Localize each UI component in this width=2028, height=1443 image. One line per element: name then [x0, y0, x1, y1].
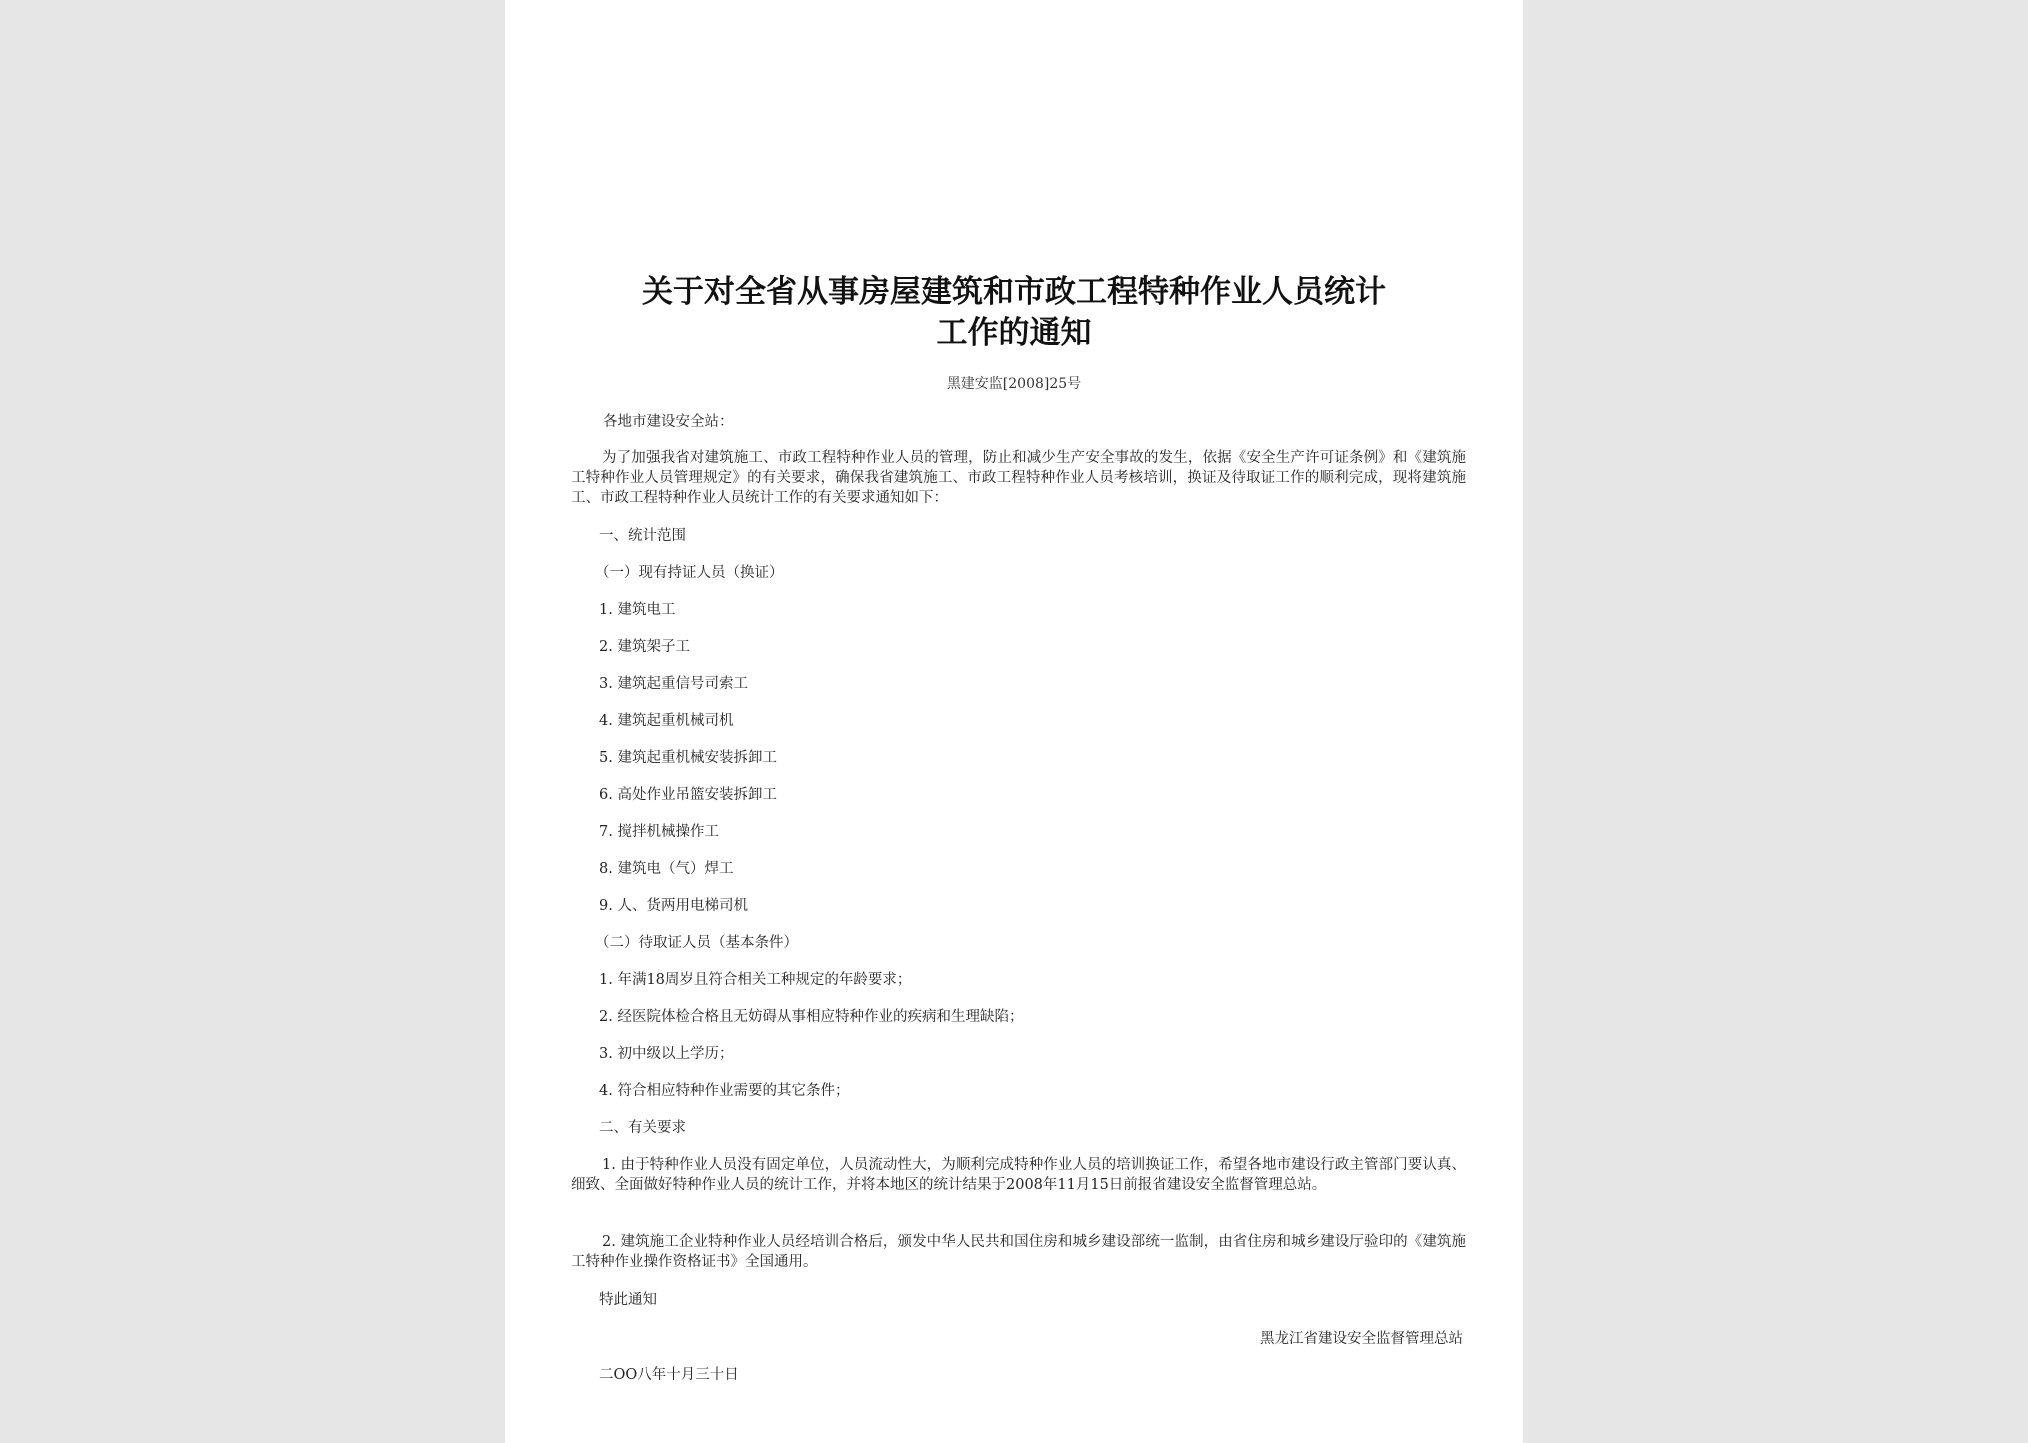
list-item: 8. 建筑电（气）焊工: [599, 861, 734, 877]
issuer-signature: 黑龙江省建设安全监督管理总站: [1260, 1331, 1463, 1347]
list-item: 7. 搅拌机械操作工: [599, 824, 719, 840]
list-item: 6. 高处作业吊篮安装拆卸工: [599, 787, 777, 803]
section-1-heading: 一、统计范围: [599, 528, 686, 544]
salutation: 各地市建设安全站：: [603, 414, 734, 430]
issue-date: 二OO八年十月三十日: [599, 1367, 739, 1383]
list-item: 2. 经医院体检合格且无妨碍从事相应特种作业的疾病和生理缺陷；: [599, 1009, 1024, 1025]
list-item: 9. 人、货两用电梯司机: [599, 898, 748, 914]
document-page: [505, 0, 1523, 1443]
list-item: 3. 建筑起重信号司索工: [599, 676, 748, 692]
subsection-2-heading: （二）待取证人员（基本条件）: [595, 935, 798, 951]
intro-paragraph: 为了加强我省对建筑施工、市政工程特种作业人员的管理，防止和减少生产安全事故的发生，依据《安全生产许可证条例》和《建筑施工特种作业人员管理规定》的有关要求，确保我省建筑施工、市政工程特种作业人员考核培训，换证及待取证工作的顺利完成，现将建筑施工、市政工程特种作业人员统计工作的有关要求通知如下：: [571, 450, 1466, 506]
section-2-heading: 二、有关要求: [599, 1120, 686, 1136]
list-item: 3. 初中级以上学历；: [599, 1046, 734, 1062]
title-line-2: 工作的通知: [936, 315, 1092, 351]
list-item: 4. 建筑起重机械司机: [599, 713, 734, 729]
list-item: 4. 符合相应特种作业需要的其它条件；: [599, 1083, 850, 1099]
list-item: 1. 建筑电工: [599, 602, 676, 618]
requirement-1-paragraph: 1. 由于特种作业人员没有固定单位，人员流动性大，为顺利完成特种作业人员的培训换证工作，希望各地市建设行政主管部门要认真、细致、全面做好特种作业人员的统计工作，并将本地区的统计结果于2008年11月15日前报省建设安全监督管理总站。: [571, 1157, 1466, 1193]
title-line-1: 关于对全省从事房屋建筑和市政工程特种作业人员统计: [642, 274, 1386, 310]
requirement-2-paragraph: 2. 建筑施工企业特种作业人员经培训合格后，颁发中华人民共和国住房和城乡建设部统一监制，由省住房和城乡建设厅验印的《建筑施工特种作业操作资格证书》全国通用。: [571, 1234, 1466, 1270]
closing-line: 特此通知: [599, 1292, 657, 1308]
document-number: 黑建安监[2008]25号: [946, 376, 1082, 392]
list-item: 5. 建筑起重机械安装拆卸工: [599, 750, 777, 766]
list-item: 1. 年满18周岁且符合相关工种规定的年龄要求；: [599, 972, 912, 988]
subsection-1-heading: （一）现有持证人员（换证）: [595, 565, 784, 581]
document-title: [545, 272, 1483, 354]
list-item: 2. 建筑架子工: [599, 639, 690, 655]
